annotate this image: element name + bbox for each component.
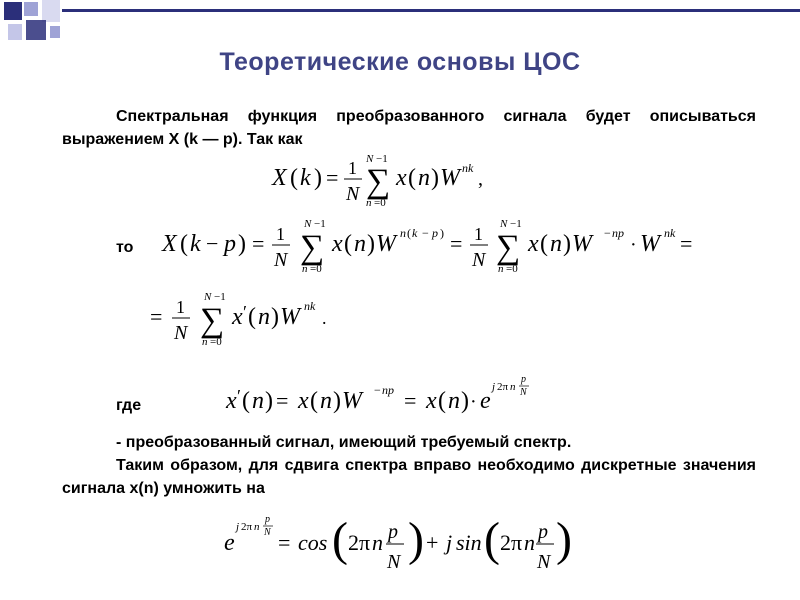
svg-text:n: n: [510, 381, 516, 393]
deco-square-4: [8, 24, 22, 40]
svg-text:∑: ∑: [300, 229, 325, 266]
svg-text:x: x: [528, 231, 539, 257]
svg-text:): ): [367, 231, 375, 257]
svg-text:(: (: [180, 231, 188, 257]
svg-text:n: n: [448, 388, 460, 414]
svg-text:): ): [333, 388, 341, 414]
svg-text:2π: 2π: [497, 381, 509, 393]
svg-text:N: N: [204, 291, 212, 303]
svg-text:(: (: [290, 165, 298, 191]
svg-text:np: np: [382, 383, 394, 397]
svg-text:−: −: [422, 226, 429, 240]
equation-result: [148, 288, 348, 350]
svg-text:): ): [271, 304, 279, 330]
header-rule: [62, 9, 800, 12]
svg-text:): ): [238, 231, 246, 257]
paragraph-line-spectrum: - преобразованный сигнал, имеющий требуемый спектр.: [116, 434, 572, 451]
svg-text:(: (: [310, 388, 318, 414]
svg-text:′: ′: [237, 386, 241, 406]
svg-text:x: x: [226, 388, 237, 414]
svg-text:=: =: [278, 530, 291, 555]
svg-text:2π: 2π: [348, 530, 371, 555]
svg-text:n: n: [366, 197, 372, 209]
svg-text:=: =: [326, 165, 339, 190]
svg-text:j: j: [446, 530, 453, 555]
svg-text:p: p: [432, 226, 438, 240]
equation-shifted-dft: [160, 215, 700, 277]
svg-text:(: (: [248, 304, 256, 330]
svg-text:W: W: [572, 231, 592, 257]
svg-text:n: n: [354, 231, 366, 257]
svg-text:2π: 2π: [500, 530, 523, 555]
paragraph-intro: Спектральная функция преобразованного сигнала будет описываться выражением X (k — p). Так как: [62, 108, 756, 148]
svg-text:n: n: [372, 530, 383, 555]
svg-text:(: (: [242, 388, 250, 414]
svg-text:x: x: [232, 304, 243, 330]
svg-text:(: (: [344, 231, 352, 257]
svg-text:j: j: [492, 381, 496, 393]
svg-text:−1: −1: [314, 218, 326, 230]
svg-text:(: (: [438, 388, 446, 414]
equation-dft: [270, 152, 510, 210]
svg-text:N: N: [520, 387, 527, 398]
svg-text:x: x: [298, 388, 309, 414]
svg-text:(: (: [540, 231, 548, 257]
svg-text:W: W: [640, 231, 660, 257]
svg-text:N: N: [472, 249, 486, 271]
svg-text:−1: −1: [214, 291, 226, 303]
svg-text:=: =: [680, 231, 693, 256]
svg-text:j: j: [236, 521, 240, 533]
svg-text:p: p: [265, 514, 270, 525]
deco-square-1: [4, 2, 22, 20]
svg-text:1: 1: [474, 224, 483, 244]
svg-text:=: =: [150, 304, 163, 329]
svg-text:−: −: [206, 231, 219, 256]
equation-modulated-signal: [224, 370, 544, 420]
svg-text:n: n: [498, 263, 504, 275]
svg-text:N: N: [346, 183, 360, 205]
svg-text:): ): [556, 513, 572, 566]
svg-text:+: +: [426, 530, 439, 555]
svg-text:=: =: [450, 231, 463, 256]
svg-text:np: np: [612, 226, 624, 240]
svg-text:N: N: [387, 551, 401, 573]
svg-text:n: n: [320, 388, 332, 414]
svg-text:): ): [265, 388, 273, 414]
svg-text:): ): [431, 165, 439, 191]
svg-text:,: ,: [478, 168, 483, 190]
svg-text:x: x: [426, 388, 437, 414]
svg-text:): ): [461, 388, 469, 414]
svg-text:k: k: [412, 226, 418, 240]
svg-text:p: p: [521, 374, 526, 385]
svg-text:=0: =0: [310, 263, 322, 275]
word-to: то: [116, 239, 134, 256]
svg-text:): ): [440, 226, 444, 240]
svg-text:N: N: [304, 218, 312, 230]
svg-text:e: e: [224, 530, 235, 556]
deco-square-2: [24, 2, 38, 16]
svg-text:n: n: [258, 304, 270, 330]
svg-text:.: .: [322, 308, 327, 328]
svg-text:N: N: [274, 249, 288, 271]
svg-text:p: p: [388, 521, 398, 543]
svg-text:sin: sin: [456, 530, 482, 555]
svg-text:N: N: [366, 153, 374, 165]
svg-text:W: W: [376, 231, 396, 257]
svg-text:): ): [408, 513, 424, 566]
svg-text:X: X: [272, 165, 287, 191]
svg-text:W: W: [440, 165, 460, 191]
svg-text:e: e: [480, 388, 491, 414]
svg-text:∑: ∑: [200, 302, 225, 339]
svg-text:−: −: [374, 383, 381, 397]
svg-text:n: n: [524, 530, 535, 555]
svg-text:N: N: [174, 322, 188, 344]
paragraph-conclusion: Таким образом, для сдвига спектра вправо необходимо дискретные значения сигнала x(n) умножить на: [62, 457, 756, 497]
svg-text:): ): [563, 231, 571, 257]
svg-text:(: (: [407, 226, 411, 240]
svg-text:p: p: [224, 231, 236, 257]
svg-text:N: N: [500, 218, 508, 230]
decorative-squares: [0, 0, 70, 52]
svg-text:=: =: [252, 231, 265, 256]
svg-text:·: ·: [630, 234, 637, 256]
svg-text:n: n: [254, 521, 260, 533]
svg-text:1: 1: [348, 158, 357, 178]
svg-text:∑: ∑: [366, 163, 391, 200]
svg-text:): ): [314, 165, 322, 191]
svg-text:nk: nk: [462, 161, 474, 175]
svg-text:x: x: [396, 165, 407, 191]
equation-euler: [222, 508, 572, 580]
word-gde: где: [116, 397, 142, 414]
svg-text:−1: −1: [510, 218, 522, 230]
svg-text:−: −: [604, 226, 611, 240]
svg-text:(: (: [332, 513, 348, 566]
svg-text:p: p: [538, 521, 548, 543]
svg-text:nk: nk: [664, 226, 676, 240]
svg-text:n: n: [550, 231, 562, 257]
svg-text:=0: =0: [210, 336, 222, 348]
svg-text:2π: 2π: [241, 521, 253, 533]
svg-text:=0: =0: [374, 197, 386, 209]
svg-text:1: 1: [276, 224, 285, 244]
svg-text:n: n: [418, 165, 430, 191]
svg-text:X: X: [162, 231, 177, 257]
svg-text:N: N: [537, 551, 551, 573]
svg-text:W: W: [342, 388, 362, 414]
svg-text:n: n: [252, 388, 264, 414]
svg-text:N: N: [264, 527, 271, 538]
svg-text:k: k: [190, 231, 201, 257]
svg-text:cos: cos: [298, 530, 328, 555]
svg-text:x: x: [332, 231, 343, 257]
deco-square-3: [42, 0, 60, 22]
svg-text:n: n: [302, 263, 308, 275]
svg-text:nk: nk: [304, 299, 316, 313]
svg-text:=0: =0: [506, 263, 518, 275]
svg-text:n: n: [400, 226, 406, 240]
svg-text:k: k: [300, 165, 311, 191]
slide-title: Теоретические основы ЦОС: [219, 48, 581, 76]
svg-text:−1: −1: [376, 153, 388, 165]
svg-text:n: n: [202, 336, 208, 348]
svg-text:·: ·: [470, 391, 477, 413]
svg-text:(: (: [408, 165, 416, 191]
svg-text:W: W: [280, 304, 300, 330]
svg-text:=: =: [404, 388, 417, 413]
deco-square-6: [50, 26, 60, 38]
svg-text:(: (: [484, 513, 500, 566]
svg-text:1: 1: [176, 297, 185, 317]
svg-text:′: ′: [243, 302, 247, 322]
svg-text:=: =: [276, 388, 289, 413]
svg-text:∑: ∑: [496, 229, 521, 266]
deco-square-5: [26, 20, 46, 40]
